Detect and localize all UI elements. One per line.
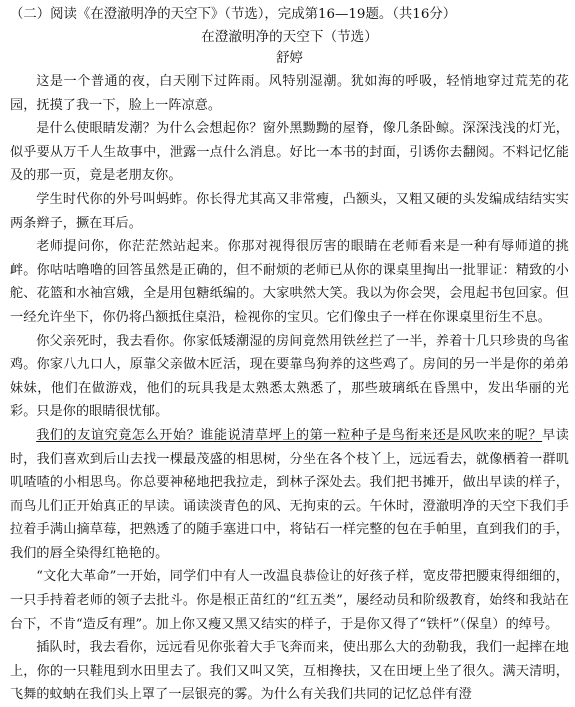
paragraph-7: “文化大革命”一开始，同学们中有人一改温良恭俭让的好孩子样，宽皮带把腰束得细细的，一只手持着老师的领子去批斗。你是根正苗红的“红五类”，屡经动员和阶级教育，始终和我站在台下，不肯“造反有理”。加上你又瘦又黑又结实的样子，于是你又得了“铁杆”（保皇）的绰号。 <box>10 569 569 632</box>
article-body <box>10 70 569 707</box>
paragraph-2: 是什么使眼睛发潮？为什么会想起你？窗外黑黝黝的屋脊，像几条卧鲸。深深浅浅的灯光，似乎要从万千人生故事中，泄露一点什么消息。好比一本书的封面，引诱你去翻阅。不料记忆能及的那一页，竟是老朋友你。 <box>10 121 569 184</box>
underlined-sentence: 我们的友谊究竟怎么开始？谁能说清草坪上的第一粒种子是鸟衔来还是风吹来的呢？ <box>36 427 543 443</box>
question-heading: （二）阅读《在澄澈明净的天空下》（节选），完成第16—19题。（共16分） <box>10 7 457 22</box>
article-author: 舒婷 <box>276 51 303 66</box>
paragraph-8: 插队时，我去看你，远远看见你张着大手飞奔而来，使出那么大的劲勒我，我们一起摔在地上，你的一只鞋甩到水田里去了。我们又叫又笑，互相搀扶，又在田埂上坐了很久。满天清明，飞舞的蚊蚋在我们头上罩了一层银亮的雾。为什么有关我们共同的记忆总伴有澄 <box>10 640 569 703</box>
paragraph-6: 我们的友谊究竟怎么开始？谁能说清草坪上的第一粒种子是鸟衔来还是风吹来的呢？早读时，我们喜欢到后山去找一棵最茂盛的相思树，分坐在各个枝丫上，远远看去，就像栖着一群叽叽喳喳的小相思鸟。你总要神秘地把我拉走，到林子深处去。我们把书摊开，做出早读的样子，而鸟儿们正开始真正的早读。诵读淡青色的风、无拘束的云。午休时，澄澈明净的天空下我们手拉着手满山摘草莓，把熟透了的随手塞进口中，将钻石一样完整的包在手帕里，直到我们的手，我们的唇全染得红艳艳的。 <box>10 427 569 561</box>
article-title: 在澄澈明净的天空下（节选） <box>201 29 378 45</box>
paragraph-5: 你父亲死时，我去看你。你家低矮潮湿的房间竟然用铁丝拦了一半，养着十几只珍贵的鸟雀鸡。你家八九口人，原靠父亲做木匠活，现在要靠鸟狗养的这些鸡了。房间的另一半是你的弟弟妹妹，他们在做游戏，他们的玩具我是太熟悉太熟悉了，那些玻璃纸在昏黑中，发出华丽的光彩。只是你的眼睛很忧郁。 <box>10 333 569 420</box>
paragraph-1: 这是一个普通的夜，白天刚下过阵雨。风特别湿潮。犹如海的呼吸，轻悄地穿过荒芜的花园，抚摸了我一下，脸上一阵凉意。 <box>10 74 569 113</box>
paragraph-4: 老师提问你，你茫茫然站起来。你那对视得很厉害的眼睛在老师看来是一种有辱师道的挑衅。你咕咕噜噜的回答虽然是正确的，但不耐烦的老师已从你的课桌里掏出一批罪证：精致的小舵、花篮和水袖宫娥，全是用包糖纸编的。大家哄然大笑。我以为你会哭，会甩起书包回家。但一经允许坐下，你仍将凸额抵住桌沿，检视你的宝贝。它们像虫子一样在你课桌里衍生不息。 <box>10 239 569 325</box>
paragraph-3: 学生时代你的外号叫蚂蚱。你长得尤其高又非常瘦，凸额头，又粗又硬的头发编成结结实实两条辫子，撅在耳后。 <box>10 191 569 231</box>
